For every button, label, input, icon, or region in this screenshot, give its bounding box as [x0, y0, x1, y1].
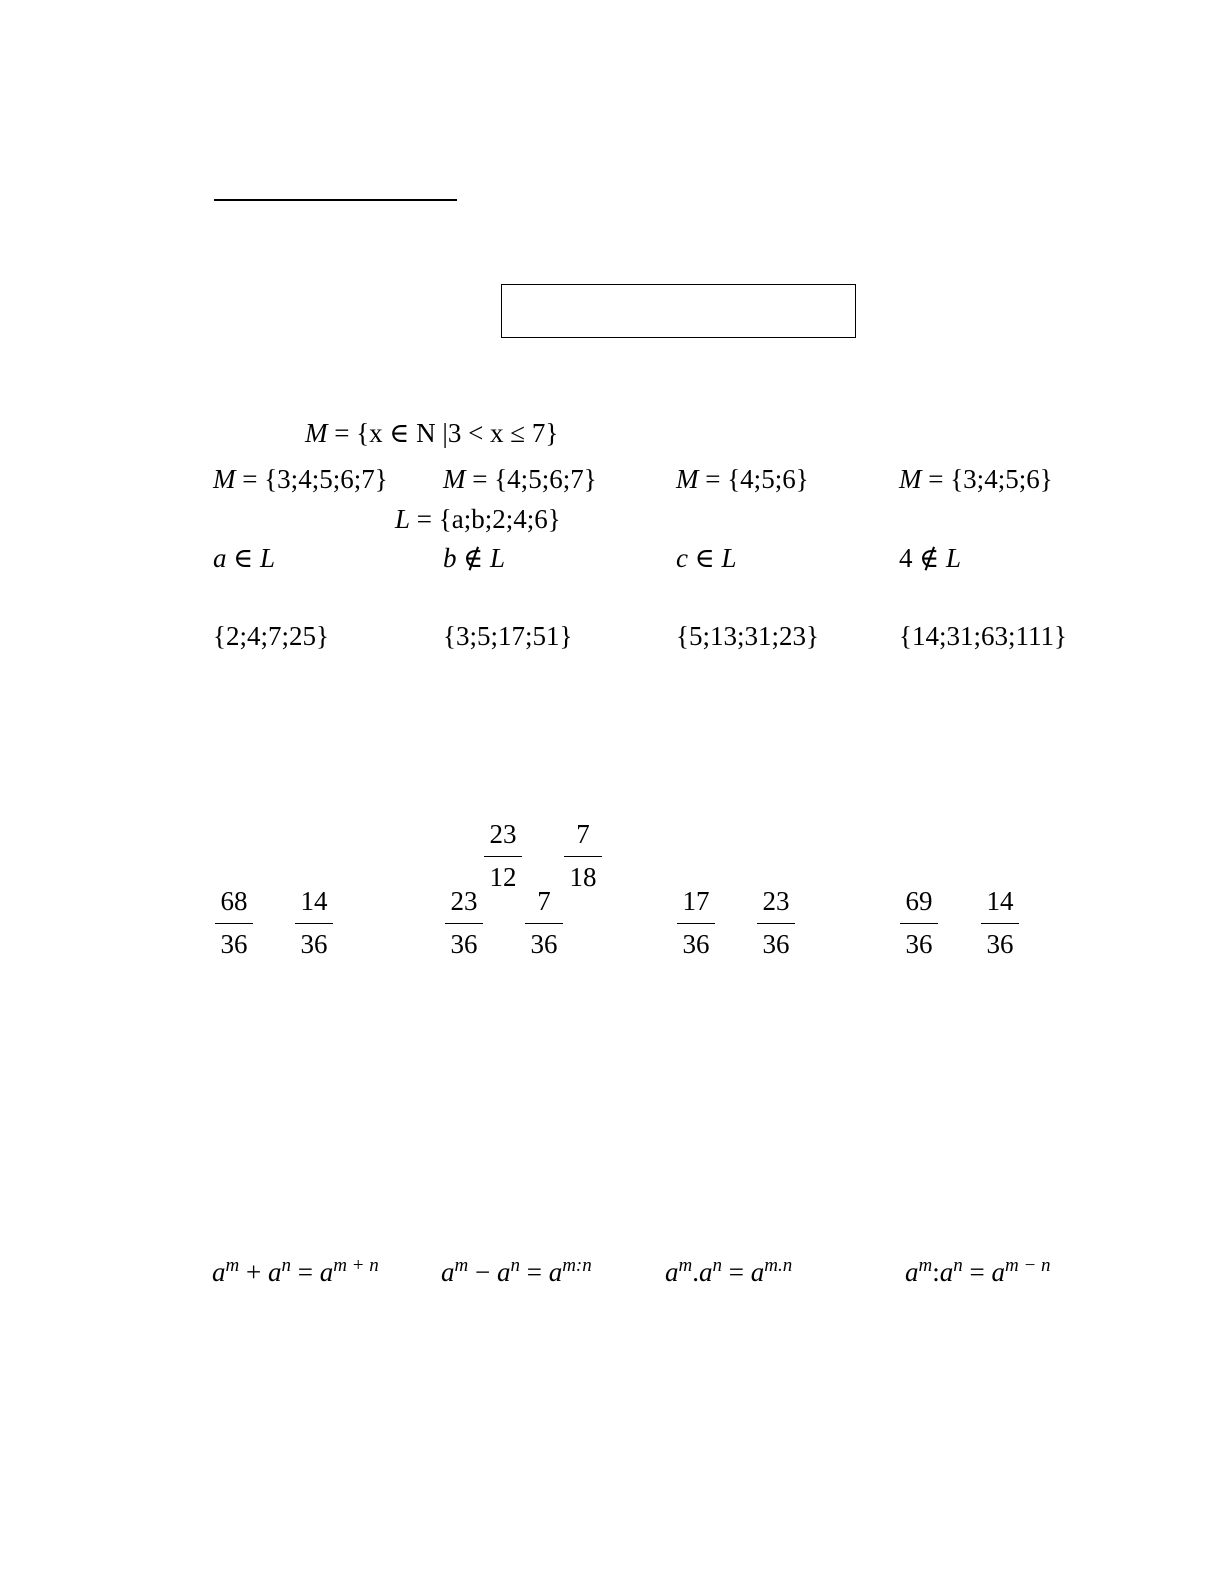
q4-option-d-fraction-2 — [981, 888, 1019, 958]
q2-definition-lhs: L — [395, 504, 411, 534]
fraction-bar — [981, 923, 1019, 924]
fraction-bar — [757, 923, 795, 924]
q2-option-d-elem: 4 — [899, 543, 913, 573]
exponent: m — [678, 1255, 693, 1276]
exponent: m — [454, 1255, 469, 1276]
q4-option-d-fraction-1 — [900, 888, 938, 958]
base: a — [441, 1257, 455, 1287]
q3-option-a: {2;4;7;25} — [213, 621, 329, 651]
q5-option-d — [905, 1255, 1051, 1287]
q2-option-a-elem: a — [213, 543, 227, 573]
operator: − — [468, 1257, 497, 1287]
operator: : — [932, 1257, 940, 1287]
q2-option-b-elem: b — [443, 543, 457, 573]
exponent: m.n — [764, 1255, 793, 1276]
base: a — [750, 1257, 765, 1287]
fraction-numerator: 68 — [220, 886, 248, 916]
q2-option-b-rel: ∉ — [456, 543, 490, 573]
q5-option-b — [441, 1255, 592, 1287]
q2-option-b — [443, 545, 505, 572]
operator: . — [692, 1257, 699, 1287]
q1-option-b — [443, 466, 597, 493]
q1-option-d-name: M — [899, 464, 922, 494]
fraction-bar — [677, 923, 715, 924]
q1-option-d — [899, 466, 1053, 493]
q2-definition-rhs: = {a;b;2;4;6} — [410, 504, 561, 534]
fraction-numerator: 69 — [905, 886, 933, 916]
q2-option-c — [676, 545, 737, 572]
q2-option-d-set: L — [946, 543, 962, 573]
equals: = — [721, 1257, 751, 1287]
q1-option-c — [676, 466, 809, 493]
fraction-numerator: 23 — [450, 886, 478, 916]
exponent: m:n — [562, 1255, 592, 1276]
base: a — [905, 1257, 919, 1287]
q2-option-c-elem: c — [676, 543, 688, 573]
base: a — [212, 1257, 226, 1287]
q2-definition — [395, 506, 561, 533]
q2-option-b-set: L — [490, 543, 506, 573]
fraction-bar — [295, 923, 333, 924]
equals: = — [962, 1257, 992, 1287]
fraction-denominator: 36 — [986, 929, 1014, 959]
q2-option-c-rel: ∈ — [687, 543, 722, 573]
fraction-denominator: 36 — [905, 929, 933, 959]
fraction-bar — [445, 923, 483, 924]
base: a — [665, 1257, 679, 1287]
q2-option-d — [899, 545, 961, 572]
q4-option-c-fraction-2 — [757, 888, 795, 958]
operator: + — [239, 1257, 268, 1287]
q3-option-b: {3;5;17;51} — [443, 621, 573, 651]
q1-definition-rhs: = {x ∈ N |3 < x ≤ 7} — [327, 418, 559, 448]
title-box — [501, 284, 856, 338]
q1-option-a — [213, 466, 388, 493]
fraction-numerator: 7 — [537, 886, 551, 916]
fraction-numerator: 14 — [986, 886, 1014, 916]
fraction-bar — [564, 856, 602, 857]
fraction-denominator: 18 — [569, 862, 597, 892]
base: a — [267, 1257, 282, 1287]
exponent: m − n — [1004, 1255, 1051, 1276]
q4-given-fraction-2 — [564, 821, 602, 891]
q1-definition-lhs: M — [305, 418, 328, 448]
fraction-denominator: 36 — [300, 929, 328, 959]
exponent: m + n — [333, 1255, 379, 1276]
q1-option-b-name: M — [443, 464, 466, 494]
exponent: m — [225, 1255, 240, 1276]
fraction-denominator: 12 — [489, 862, 517, 892]
q3-option-c: {5;13;31;23} — [676, 621, 819, 651]
q1-definition — [305, 420, 558, 447]
q5-option-a — [212, 1255, 379, 1287]
fraction-numerator: 23 — [489, 819, 517, 849]
q1-option-b-value: = {4;5;6;7} — [465, 464, 597, 494]
exponent: m — [918, 1255, 933, 1276]
base: a — [548, 1257, 563, 1287]
fraction-numerator: 23 — [762, 886, 790, 916]
base: a — [698, 1257, 713, 1287]
fraction-denominator: 36 — [450, 929, 478, 959]
header-underline — [214, 199, 457, 201]
q1-option-a-name: M — [213, 464, 236, 494]
fraction-bar — [525, 923, 563, 924]
equals: = — [519, 1257, 549, 1287]
q4-option-c-fraction-1 — [677, 888, 715, 958]
exponent: n — [953, 1255, 963, 1276]
q4-option-b-fraction-2 — [525, 888, 563, 958]
q2-option-a — [213, 545, 275, 572]
exponent: n — [510, 1255, 520, 1276]
q4-given-fraction-1 — [484, 821, 522, 891]
fraction-numerator: 17 — [682, 886, 710, 916]
q4-option-a-fraction-1 — [215, 888, 253, 958]
fraction-numerator: 7 — [576, 819, 590, 849]
q4-option-b-fraction-1 — [445, 888, 483, 958]
q1-option-d-value: = {3;4;5;6} — [921, 464, 1053, 494]
fraction-bar — [484, 856, 522, 857]
q4-option-a-fraction-2 — [295, 888, 333, 958]
fraction-numerator: 14 — [300, 886, 328, 916]
base: a — [319, 1257, 334, 1287]
q2-option-c-set: L — [721, 543, 737, 573]
base: a — [939, 1257, 954, 1287]
q2-option-a-rel: ∈ — [226, 543, 260, 573]
base: a — [496, 1257, 511, 1287]
fraction-denominator: 36 — [762, 929, 790, 959]
fraction-denominator: 36 — [220, 929, 248, 959]
exponent: n — [712, 1255, 722, 1276]
q5-option-c — [665, 1255, 793, 1287]
q2-option-a-set: L — [260, 543, 276, 573]
q1-option-c-value: = {4;5;6} — [698, 464, 809, 494]
base: a — [991, 1257, 1005, 1287]
equals: = — [290, 1257, 320, 1287]
fraction-denominator: 36 — [530, 929, 558, 959]
q1-option-a-value: = {3;4;5;6;7} — [235, 464, 388, 494]
exponent: n — [281, 1255, 291, 1276]
q3-option-d: {14;31;63;111} — [899, 621, 1067, 651]
q1-option-c-name: M — [676, 464, 699, 494]
q2-option-d-rel: ∉ — [912, 543, 946, 573]
fraction-bar — [900, 923, 938, 924]
fraction-bar — [215, 923, 253, 924]
fraction-denominator: 36 — [682, 929, 710, 959]
